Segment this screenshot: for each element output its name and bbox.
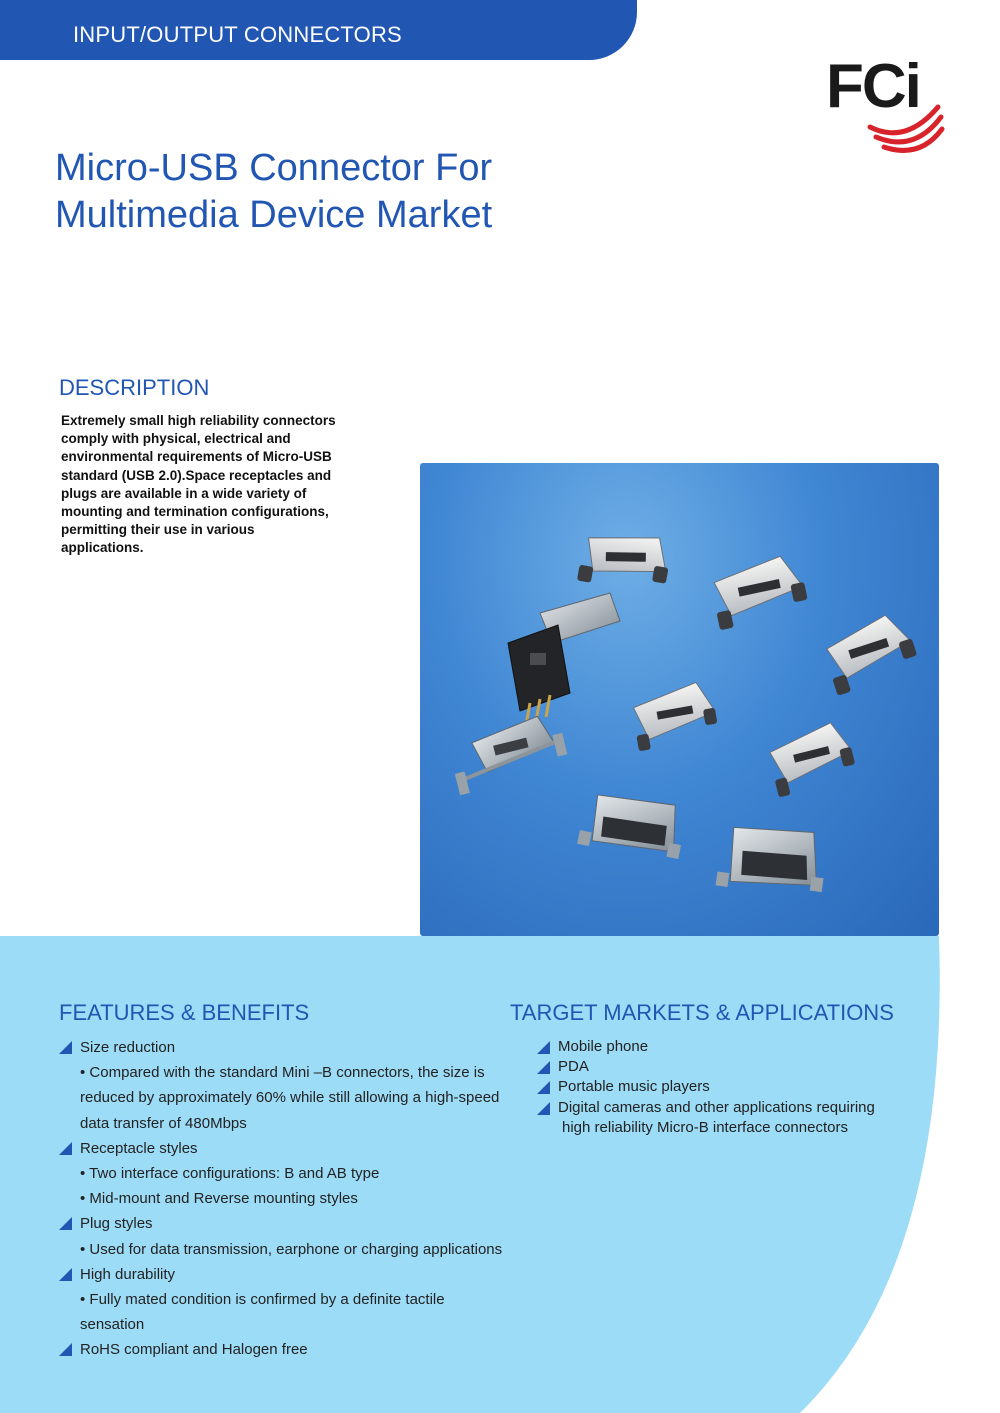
list-item: PDA (537, 1057, 937, 1077)
list-item: reduced by approximately 60% while still allowing a high-speed (80, 1089, 500, 1107)
list-item: Receptacle styles (59, 1136, 509, 1161)
features-heading: FEATURES & BENEFITS (59, 1000, 310, 1025)
list-item: High durability (59, 1262, 509, 1287)
product-photo (420, 463, 939, 936)
fci-logo (826, 55, 946, 159)
list-item: data transfer of 480Mbps (80, 1114, 247, 1132)
triangle-bullet-icon (537, 1061, 550, 1074)
description-line: standard (USB 2.0).Space receptacles and (61, 467, 332, 483)
page-title (55, 145, 615, 239)
triangle-bullet-icon (537, 1041, 550, 1054)
category-label: INPUT/OUTPUT CONNECTORS (73, 22, 402, 47)
description-line: mounting and termination configurations, (61, 504, 329, 520)
list-item: • Fully mated condition is confirmed by a definite tactile (80, 1291, 445, 1309)
list-item: Digital cameras and other applications requiring (537, 1098, 937, 1118)
triangle-bullet-icon (59, 1268, 72, 1281)
connector-receptacle-metal (577, 787, 689, 865)
logo-text: FCi (826, 55, 920, 121)
list-item: Size reduction (59, 1035, 509, 1060)
list-item: high reliability Micro-B interface connectors (562, 1118, 848, 1136)
connector-receptacle-metal (446, 711, 571, 795)
list-item: Plug styles (59, 1211, 509, 1236)
connector-receptacle (629, 680, 720, 751)
triangle-bullet-icon (59, 1142, 72, 1155)
description-text (61, 412, 336, 558)
list-item: • Two interface configurations: B and AB type (80, 1165, 380, 1183)
description-heading: DESCRIPTION (59, 375, 210, 400)
features-list (59, 1035, 509, 1363)
connector-receptacle (819, 610, 922, 696)
title-line-2: Multimedia Device Market (55, 194, 493, 236)
connector-receptacle (708, 553, 810, 631)
description-line: comply with physical, electrical and (61, 431, 291, 447)
connector-receptacle-metal (716, 820, 830, 900)
targets-list (537, 1037, 937, 1138)
triangle-bullet-icon (59, 1343, 72, 1356)
triangle-bullet-icon (537, 1102, 550, 1115)
connector-receptacle (577, 525, 673, 595)
connector-plug (508, 593, 620, 725)
title-line-1: Micro-USB Connector For (55, 147, 493, 189)
list-item: • Mid-mount and Reverse mounting styles (80, 1190, 358, 1208)
triangle-bullet-icon (59, 1041, 72, 1054)
list-item: Mobile phone (537, 1037, 937, 1057)
connector-receptacle (765, 719, 859, 797)
list-item: • Compared with the standard Mini –B connectors, the size is (80, 1064, 485, 1082)
description-line: Extremely small high reliability connectors (61, 413, 336, 428)
description-line: plugs are available in a wide variety of (61, 485, 307, 501)
list-item: • Used for data transmission, earphone or charging applications (80, 1240, 503, 1258)
description-line: permitting their use in various applications. (61, 522, 255, 556)
targets-heading: TARGET MARKETS & APPLICATIONS (510, 1000, 894, 1025)
description-line: environmental requirements of Micro-USB (61, 449, 332, 465)
list-item: RoHS compliant and Halogen free (59, 1337, 509, 1362)
triangle-bullet-icon (59, 1217, 72, 1230)
list-item: Portable music players (537, 1077, 937, 1097)
list-item: sensation (80, 1316, 145, 1334)
triangle-bullet-icon (537, 1081, 550, 1094)
